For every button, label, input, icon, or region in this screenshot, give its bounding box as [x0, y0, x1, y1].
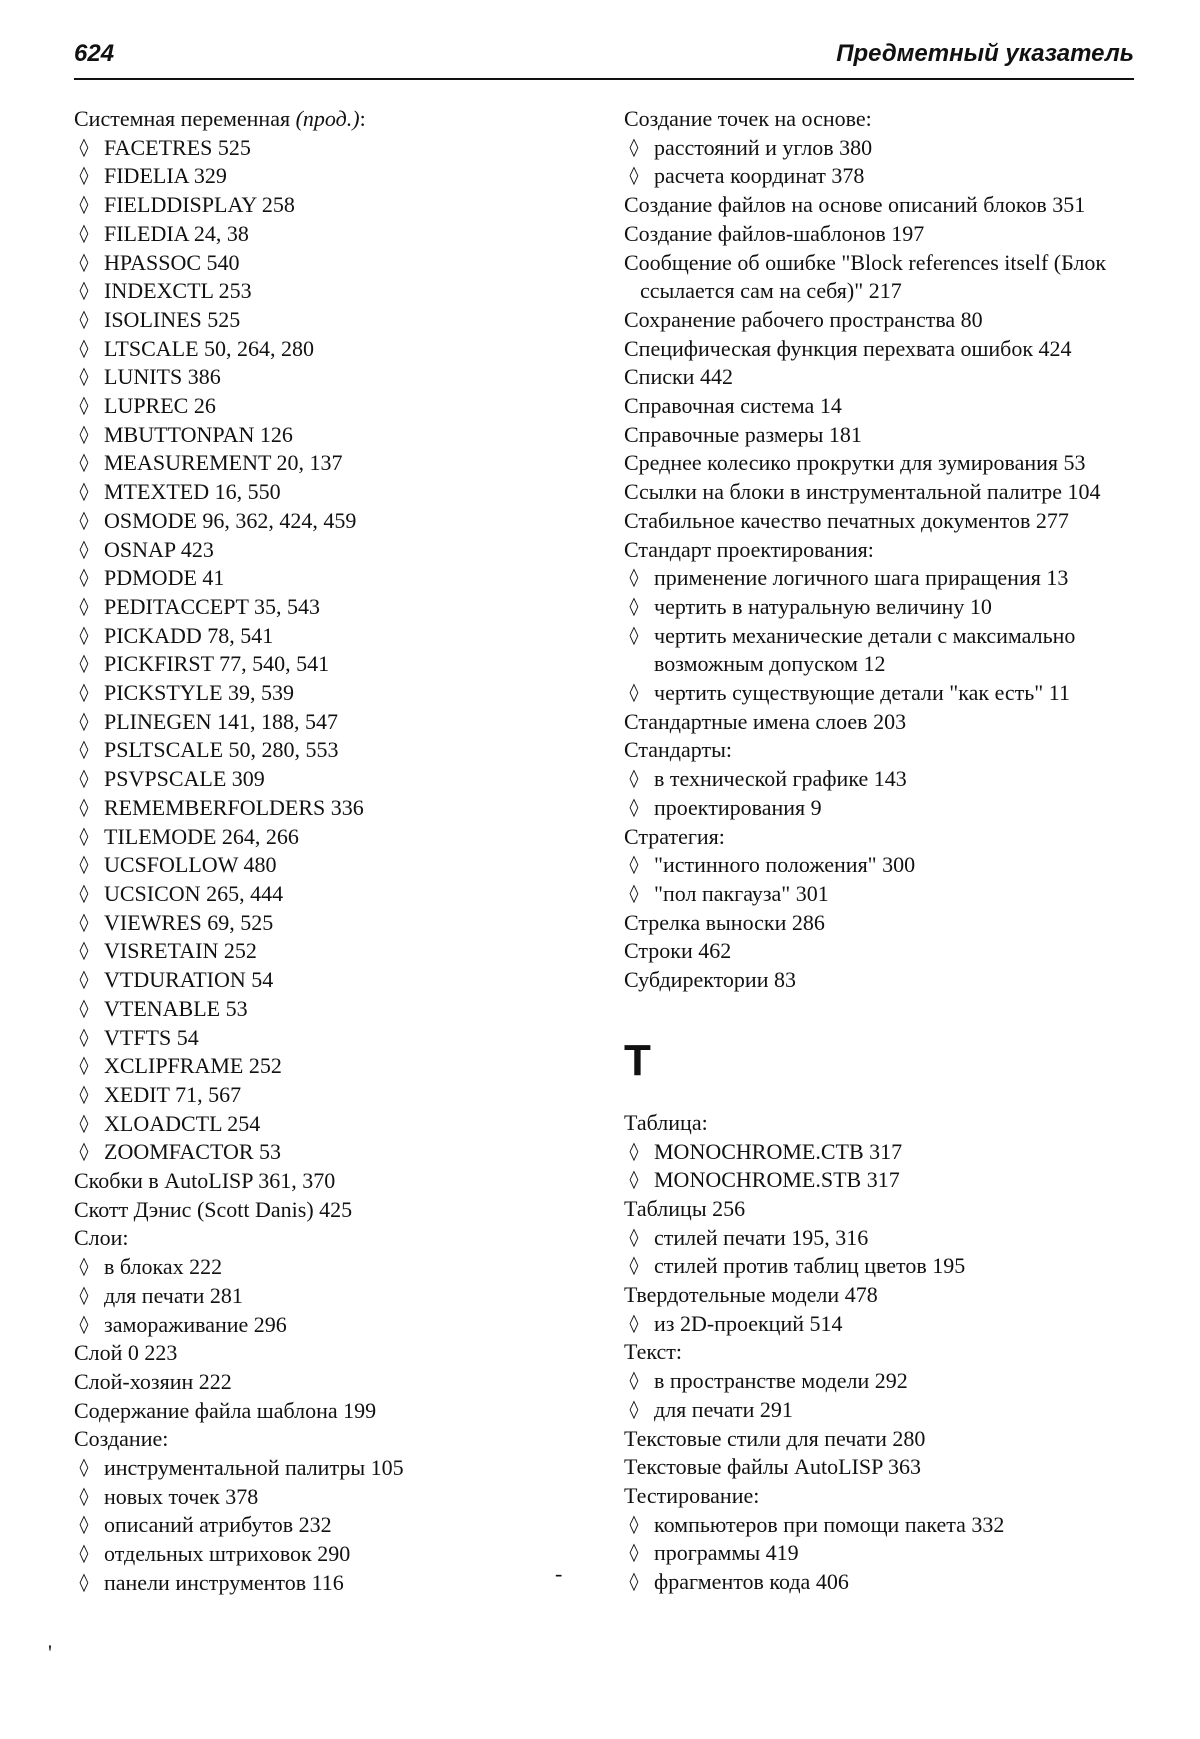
continued-note: (прод.) [295, 106, 360, 131]
sub-entry-text: VISRETAIN 252 [104, 938, 257, 964]
diamond-bullet-icon: ◊ [629, 1226, 639, 1248]
diamond-bullet-icon: ◊ [629, 1312, 639, 1334]
index-entry: Стрелка выноски 286 [624, 909, 825, 935]
sub-entry-text: REMEMBERFOLDERS 336 [104, 794, 364, 820]
index-entry: Содержание файла шаблона 199 [74, 1397, 377, 1423]
diamond-bullet-icon: ◊ [79, 595, 89, 617]
sub-entry [74, 507, 584, 536]
diamond-bullet-icon: ◊ [629, 1571, 639, 1593]
diamond-bullet-icon: ◊ [79, 1485, 89, 1507]
sub-entry-text: VTENABLE 53 [104, 995, 248, 1021]
diamond-bullet-icon: ◊ [79, 624, 89, 646]
sub-entry-text: в технической графике 143 [654, 766, 907, 792]
diamond-bullet-icon: ◊ [629, 595, 639, 617]
sub-entry-text: XCLIPFRAME 252 [104, 1053, 282, 1079]
sub-entry-text: OSMODE 96, 362, 424, 459 [104, 507, 357, 533]
sub-entry [74, 335, 584, 364]
index-entry: Стандарт проектирования: [624, 536, 874, 562]
sub-entry-text: VTDURATION 54 [104, 967, 274, 993]
sub-entry [74, 995, 584, 1024]
index-entry: Текстовые файлы AutoLISP 363 [624, 1454, 921, 1480]
sub-entry-text: XEDIT 71, 567 [104, 1081, 242, 1107]
sub-entry [74, 1052, 584, 1081]
sub-entry-text: UCSICON 265, 444 [104, 880, 284, 906]
diamond-bullet-icon: ◊ [79, 1055, 89, 1077]
diamond-bullet-icon: ◊ [629, 165, 639, 187]
index-entry: Текст: [624, 1339, 682, 1365]
sub-entry [74, 134, 584, 163]
diamond-bullet-icon: ◊ [79, 796, 89, 818]
index-entry: Слой 0 223 [74, 1340, 178, 1366]
sub-entry-text: HPASSOC 540 [104, 249, 240, 275]
index-column-right [624, 105, 1134, 1597]
diamond-bullet-icon: ◊ [79, 997, 89, 1019]
diamond-bullet-icon: ◊ [79, 969, 89, 991]
entry-colon: : [359, 106, 366, 131]
sub-entry [74, 823, 584, 852]
letter-heading: Т [624, 1035, 651, 1085]
sub-entry [74, 593, 584, 622]
diamond-bullet-icon: ◊ [79, 222, 89, 244]
sub-entry-text: PICKFIRST 77, 540, 541 [104, 651, 330, 677]
sub-entry [74, 736, 584, 765]
sub-entry [74, 650, 584, 679]
diamond-bullet-icon: ◊ [79, 509, 89, 531]
index-entry: Ссылки на блоки в инструментальной палитре 104 [624, 479, 1101, 505]
index-entry: Справочные размеры 181 [624, 421, 862, 447]
sub-entry [624, 134, 1134, 163]
sub-entry [74, 1110, 584, 1139]
sub-entry-text: UCSFOLLOW 480 [104, 852, 277, 878]
sub-entry [624, 1166, 1134, 1195]
sub-entry-text: фрагментов кода 406 [654, 1569, 849, 1595]
sub-entry [74, 191, 584, 220]
margin-dash-mark: - [555, 1561, 563, 1586]
sub-entry [624, 1568, 1134, 1597]
sub-entry-text: "истинного положения" 300 [654, 852, 916, 878]
sub-entry-text: OSNAP 423 [104, 536, 214, 562]
sub-entry-text: чертить существующие детали "как есть" 11 [654, 680, 1070, 706]
sub-entry [624, 564, 1134, 593]
sub-entry-text: программы 419 [654, 1540, 799, 1566]
sub-entry-text: PSLTSCALE 50, 280, 553 [104, 737, 339, 763]
sub-entry [74, 162, 584, 191]
sub-entry [74, 1311, 584, 1340]
sub-entry [624, 765, 1134, 794]
diamond-bullet-icon: ◊ [629, 682, 639, 704]
sub-entry-text: XLOADCTL 254 [104, 1110, 261, 1136]
diamond-bullet-icon: ◊ [79, 854, 89, 876]
index-entry: Создание файлов-шаблонов 197 [624, 220, 925, 246]
diamond-bullet-icon: ◊ [629, 1398, 639, 1420]
sub-entry [624, 851, 1134, 880]
index-entry: Создание: [74, 1426, 169, 1452]
sub-entry-text: для печати 281 [104, 1282, 243, 1308]
sub-entry-text: FIELDDISPLAY 258 [104, 192, 295, 218]
page-number: 624 [74, 40, 115, 67]
diamond-bullet-icon: ◊ [629, 1542, 639, 1564]
diamond-bullet-icon: ◊ [79, 653, 89, 675]
sub-entry-text: из 2D-проекций 514 [654, 1310, 843, 1336]
diamond-bullet-icon: ◊ [79, 825, 89, 847]
sub-entry-text: расчета координат 378 [654, 163, 865, 189]
diamond-bullet-icon: ◊ [79, 308, 89, 330]
sub-entry [74, 1511, 584, 1540]
sub-entry-text: PDMODE 41 [104, 565, 225, 591]
sub-entry-text: FACETRES 525 [104, 134, 251, 160]
sub-entry-text: MEASUREMENT 20, 137 [104, 450, 343, 476]
sub-entry [74, 536, 584, 565]
sub-entry [74, 363, 584, 392]
diamond-bullet-icon: ◊ [629, 624, 639, 646]
sub-entry-text: отдельных штриховок 290 [104, 1541, 351, 1567]
diamond-bullet-icon: ◊ [79, 940, 89, 962]
sub-entry [624, 1539, 1134, 1568]
diamond-bullet-icon: ◊ [79, 1284, 89, 1306]
sub-entry-text: PEDITACCEPT 35, 543 [104, 593, 321, 619]
diamond-bullet-icon: ◊ [79, 452, 89, 474]
sub-entry [74, 449, 584, 478]
sub-entry-text: замораживание 296 [104, 1311, 287, 1337]
diamond-bullet-icon: ◊ [79, 1457, 89, 1479]
diamond-bullet-icon: ◊ [629, 1140, 639, 1162]
sub-entry [624, 679, 1134, 708]
index-entry: Скотт Дэнис (Scott Danis) 425 [74, 1196, 353, 1222]
sub-entry [74, 966, 584, 995]
sub-entry-text: ZOOMFACTOR 53 [104, 1139, 282, 1165]
diamond-bullet-icon: ◊ [79, 1112, 89, 1134]
sub-entry [74, 564, 584, 593]
sub-entry-text: компьютеров при помощи пакета 332 [654, 1511, 1005, 1537]
diamond-bullet-icon: ◊ [79, 1313, 89, 1335]
sub-entry [74, 1024, 584, 1053]
sub-entry-text: PLINEGEN 141, 188, 547 [104, 708, 339, 734]
index-entry: Стратегия: [624, 823, 725, 849]
diamond-bullet-icon: ◊ [79, 423, 89, 445]
diamond-bullet-icon: ◊ [629, 567, 639, 589]
sub-entry-text: ISOLINES 525 [104, 306, 241, 332]
sub-entry [74, 880, 584, 909]
diamond-bullet-icon: ◊ [79, 1256, 89, 1278]
diamond-bullet-icon: ◊ [79, 710, 89, 732]
diamond-bullet-icon: ◊ [629, 796, 639, 818]
sub-entry-text: MTEXTED 16, 550 [104, 479, 281, 505]
sub-entry [624, 1367, 1134, 1396]
sub-entry [624, 1252, 1134, 1281]
index-entry: Стабильное качество печатных документов 277 [624, 507, 1069, 533]
sub-entry-text: панели инструментов 116 [104, 1569, 344, 1595]
sub-entry-text: PSVPSCALE 309 [104, 766, 265, 792]
sub-entry-text: стилей печати 195, 316 [654, 1224, 869, 1250]
index-entry: Списки 442 [624, 364, 733, 390]
index-entry: Создание точек на основе: [624, 106, 872, 131]
index-entry-system-variable [74, 105, 584, 134]
sub-entry [74, 679, 584, 708]
diamond-bullet-icon: ◊ [79, 682, 89, 704]
sub-entry [624, 622, 1134, 679]
diamond-bullet-icon: ◊ [79, 366, 89, 388]
system-variable-list [74, 134, 584, 1167]
sub-entry-text: PICKADD 78, 541 [104, 622, 274, 648]
sub-entry [624, 1310, 1134, 1339]
sub-entry-text: чертить в натуральную величину 10 [654, 593, 992, 619]
index-entry: Слой-хозяин 222 [74, 1368, 232, 1394]
sub-entry [624, 1138, 1134, 1167]
sub-entry-text: проектирования 9 [654, 794, 822, 820]
sub-entry [74, 1569, 584, 1598]
sub-entry-text: MONOCHROME.CTB 317 [654, 1138, 903, 1164]
sub-entry [74, 1454, 584, 1483]
diamond-bullet-icon: ◊ [79, 1141, 89, 1163]
diamond-bullet-icon: ◊ [79, 911, 89, 933]
diamond-bullet-icon: ◊ [629, 1169, 639, 1191]
index-entry: Таблицы 256 [624, 1195, 746, 1221]
index-entry: Стандарты: [624, 737, 732, 763]
diamond-bullet-icon: ◊ [629, 136, 639, 158]
sub-entry [624, 1396, 1134, 1425]
diamond-bullet-icon: ◊ [79, 395, 89, 417]
index-entry: Сохранение рабочего пространства 80 [624, 306, 983, 332]
sub-entry-text: PICKSTYLE 39, 539 [104, 680, 295, 706]
sub-entry-text: для печати 291 [654, 1396, 793, 1422]
sub-entry [74, 277, 584, 306]
sub-entry [74, 1081, 584, 1110]
diamond-bullet-icon: ◊ [79, 165, 89, 187]
sub-entry [624, 880, 1134, 909]
sub-entry [74, 421, 584, 450]
sub-entry [624, 593, 1134, 622]
sub-entry-text: расстояний и углов 380 [654, 134, 873, 160]
index-entry: Специфическая функция перехвата ошибок 424 [624, 335, 1072, 361]
sub-entry-text: FILEDIA 24, 38 [104, 220, 249, 246]
diamond-bullet-icon: ◊ [79, 567, 89, 589]
index-entry: Слои: [74, 1225, 129, 1251]
index-entry: Среднее колесико прокрутки для зумирования 53 [624, 450, 1086, 476]
sub-entry [624, 1224, 1134, 1253]
diamond-bullet-icon: ◊ [79, 481, 89, 503]
sub-entry [74, 1282, 584, 1311]
diamond-bullet-icon: ◊ [79, 882, 89, 904]
index-column-left [74, 105, 584, 1598]
diamond-bullet-icon: ◊ [79, 1514, 89, 1536]
sub-entry [74, 306, 584, 335]
sub-entry-text: LUPREC 26 [104, 393, 216, 419]
index-entry: Стандартные имена слоев 203 [624, 708, 907, 734]
sub-entry [74, 1253, 584, 1282]
entry-text: Системная переменная [74, 106, 296, 131]
sub-entry-text: инструментальной палитры 105 [104, 1455, 404, 1481]
diamond-bullet-icon: ◊ [629, 882, 639, 904]
sub-entry [74, 392, 584, 421]
sub-entry [74, 220, 584, 249]
sub-entry-text: INDEXCTL 253 [104, 278, 252, 304]
sub-entry-text: описаний атрибутов 232 [104, 1512, 332, 1538]
index-entry: Твердотельные модели 478 [624, 1282, 878, 1308]
index-entry: Скобки в AutoLISP 361, 370 [74, 1168, 336, 1194]
diamond-bullet-icon: ◊ [629, 768, 639, 790]
index-entry: Создание файлов на основе описаний блоков 351 [624, 192, 1086, 218]
diamond-bullet-icon: ◊ [629, 854, 639, 876]
sub-entry [74, 1483, 584, 1512]
diamond-bullet-icon: ◊ [79, 538, 89, 560]
index-entry: Сообщение об ошибке "Block references itself (Блок ссылается сам на себя)" 217 [624, 249, 1107, 304]
sub-entry-text: FIDELIA 329 [104, 163, 227, 189]
sub-entry-text: "пол пакгауза" 301 [654, 880, 829, 906]
index-entry: Таблица: [624, 1109, 708, 1135]
index-entry: Субдиректории 83 [624, 967, 796, 993]
diamond-bullet-icon: ◊ [79, 280, 89, 302]
sub-entry-text: TILEMODE 264, 266 [104, 823, 299, 849]
sub-entry-text: стилей против таблиц цветов 195 [654, 1253, 966, 1279]
sub-entry [624, 1511, 1134, 1540]
diamond-bullet-icon: ◊ [629, 1370, 639, 1392]
sub-entry-text: VIEWRES 69, 525 [104, 909, 274, 935]
sub-entry-text: в пространстве модели 292 [654, 1368, 908, 1394]
index-entry: Строки 462 [624, 938, 732, 964]
diamond-bullet-icon: ◊ [79, 251, 89, 273]
sub-entry [74, 909, 584, 938]
sub-entry [74, 851, 584, 880]
sub-entry-text: новых точек 378 [104, 1483, 259, 1509]
sub-entry-text: MONOCHROME.STB 317 [654, 1167, 900, 1193]
sub-entry-text: в блоках 222 [104, 1254, 223, 1280]
diamond-bullet-icon: ◊ [629, 1255, 639, 1277]
sub-entry [74, 765, 584, 794]
sub-entry [624, 162, 1134, 191]
diamond-bullet-icon: ◊ [79, 337, 89, 359]
sub-entry-text: LUNITS 386 [104, 364, 221, 390]
diamond-bullet-icon: ◊ [79, 768, 89, 790]
sub-entry [74, 622, 584, 651]
diamond-bullet-icon: ◊ [79, 1083, 89, 1105]
sub-entry [74, 794, 584, 823]
section-title: Предметный указатель [836, 40, 1134, 67]
sub-entry [74, 708, 584, 737]
diamond-bullet-icon: ◊ [79, 1026, 89, 1048]
sub-entry [74, 937, 584, 966]
sub-entry [624, 794, 1134, 823]
sub-entry-text: LTSCALE 50, 264, 280 [104, 335, 315, 361]
margin-tick-mark: ' [48, 1640, 52, 1665]
sub-entry [74, 478, 584, 507]
diamond-bullet-icon: ◊ [79, 1543, 89, 1565]
sub-entry [74, 1540, 584, 1569]
sub-entry [74, 1138, 584, 1167]
sub-entry-text: применение логичного шага приращения 13 [654, 565, 1069, 591]
sub-entry-text: MBUTTONPAN 126 [104, 421, 293, 447]
index-entry: Текстовые стили для печати 280 [624, 1425, 926, 1451]
diamond-bullet-icon: ◊ [629, 1513, 639, 1535]
page-header [74, 40, 1134, 80]
diamond-bullet-icon: ◊ [79, 1571, 89, 1593]
diamond-bullet-icon: ◊ [79, 136, 89, 158]
diamond-bullet-icon: ◊ [79, 194, 89, 216]
sub-entry-text: чертить механические детали с максимально возможным допуском 12 [654, 622, 1076, 677]
index-entry: Справочная система 14 [624, 393, 842, 419]
index-entry: Тестирование: [624, 1482, 760, 1508]
sub-entry [74, 249, 584, 278]
diamond-bullet-icon: ◊ [79, 739, 89, 761]
sub-entry-text: VTFTS 54 [104, 1024, 199, 1050]
